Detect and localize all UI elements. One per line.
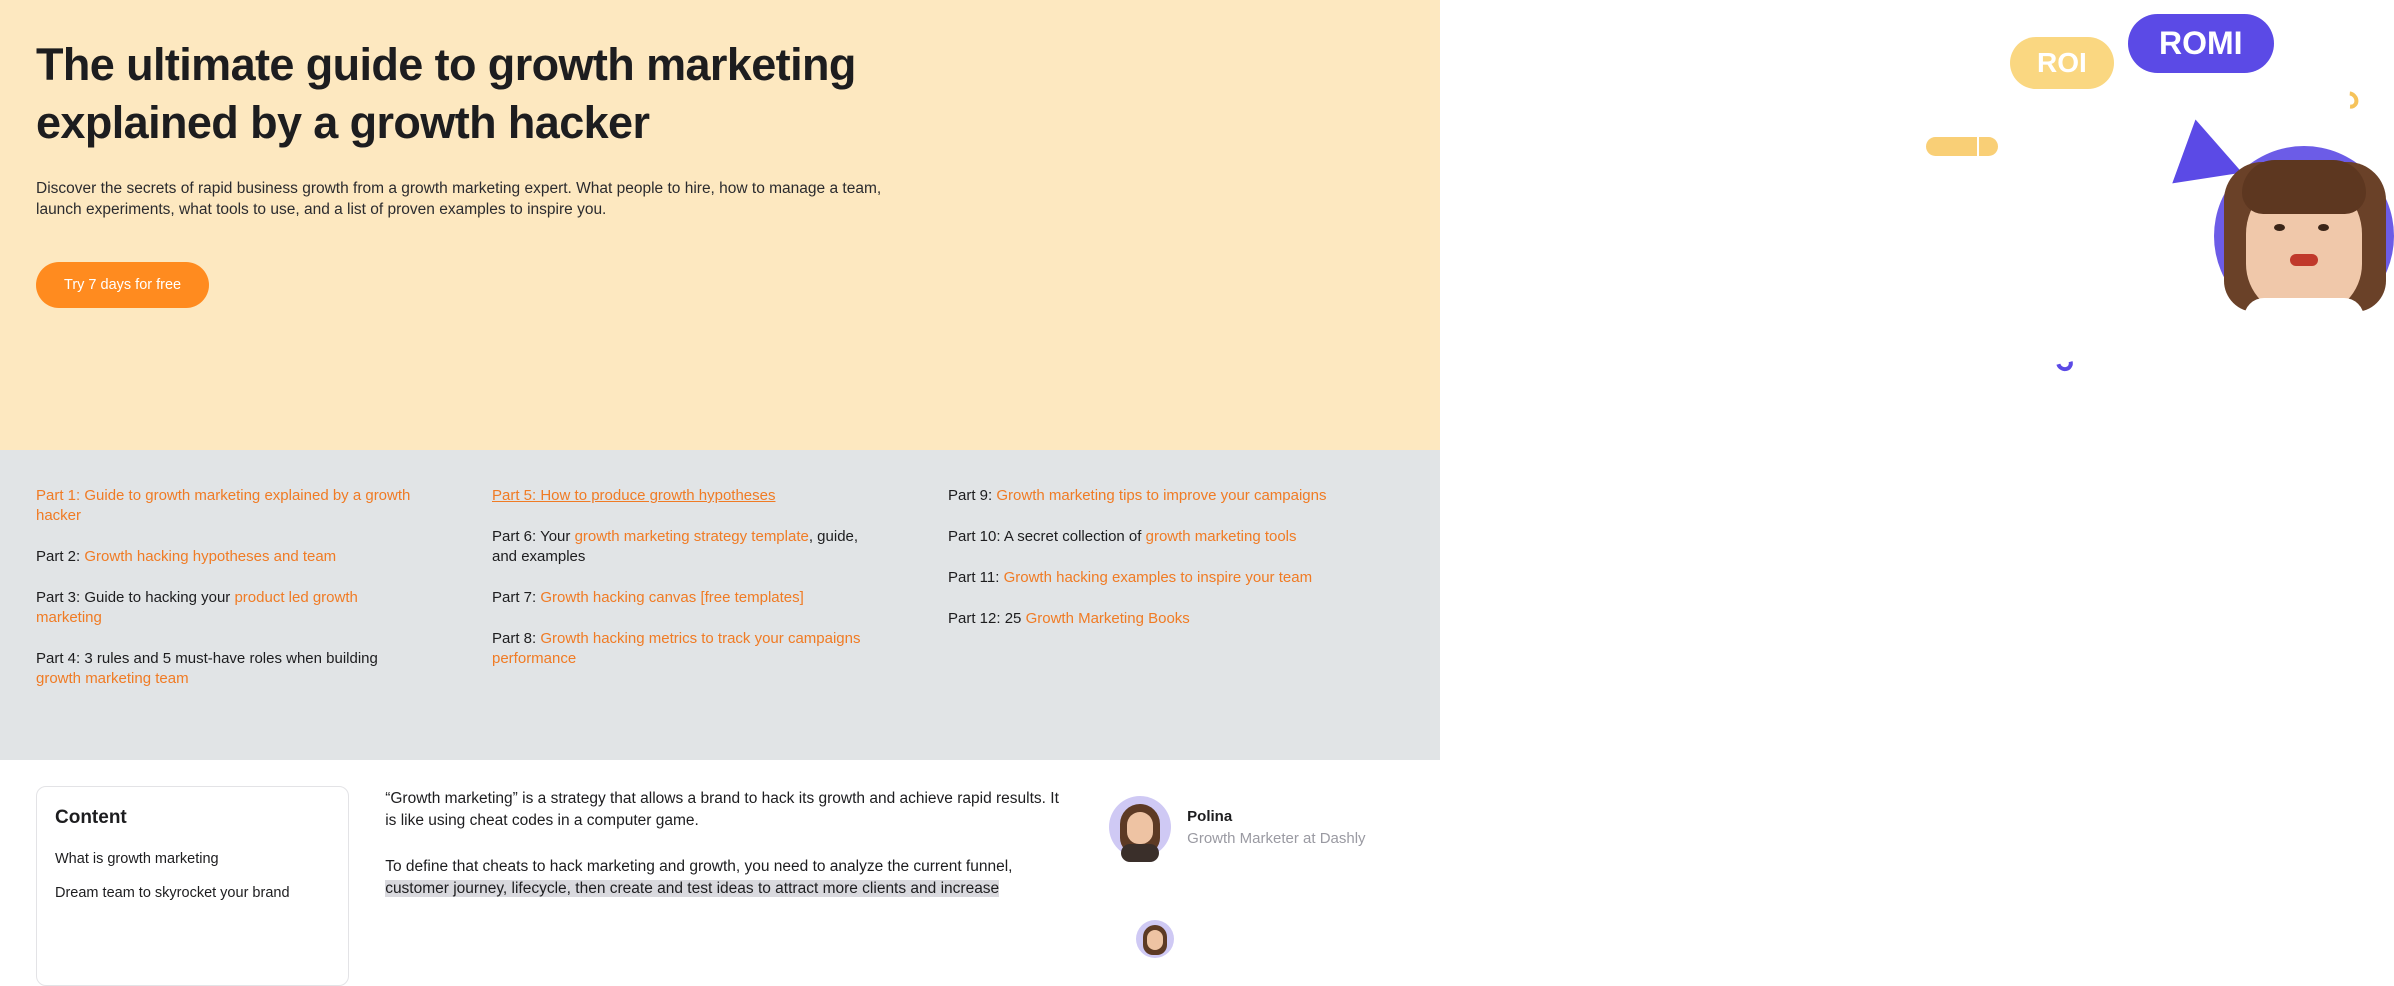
paragraph-2-lead: To define that cheats to hack marketing and growth, you need to analyze the current funnel, <box>385 858 1013 875</box>
toc-link[interactable]: Part 1: Guide to growth marketing explained by a growth hacker <box>36 487 411 524</box>
toc-item[interactable] <box>36 547 422 567</box>
toc-item[interactable] <box>36 486 422 526</box>
toc-link[interactable]: Growth hacking hypotheses and team <box>84 548 337 565</box>
decorative-dash-icon <box>1926 137 1998 156</box>
page-title: The ultimate guide to growth marketing explained by a growth hacker <box>36 39 856 148</box>
hero-section <box>0 0 2243 450</box>
roi-badge: ROI <box>2010 37 2114 89</box>
article-paragraph-2 <box>385 856 1073 900</box>
chart-bar <box>2086 172 2106 288</box>
toc-prefix: Part 2: <box>36 548 85 565</box>
toc-link[interactable]: growth marketing team <box>36 670 189 687</box>
toc-column-2 <box>492 486 948 760</box>
content-sidebar <box>36 786 349 986</box>
decorative-swoosh-yellow-icon <box>2338 88 2362 112</box>
chart-y-arrow-icon <box>1971 96 1985 107</box>
author-block <box>1109 786 1404 931</box>
content-heading: Content <box>55 807 127 828</box>
toc-item-current[interactable] <box>492 486 878 506</box>
toc-item[interactable] <box>948 609 1334 629</box>
decorative-swoosh-white-icon <box>1965 19 1987 41</box>
toc-item[interactable] <box>948 527 1334 547</box>
hero-subtitle: Discover the secrets of rapid business growth from a growth marketing expert. What people to hire, how to manage a team, launch experiments, what tools to use, and a list of proven examples to inspire you. <box>36 180 882 218</box>
toc-link[interactable]: growth marketing strategy template <box>574 528 809 545</box>
content-link-dream-team[interactable]: Dream team to skyrocket your brand <box>55 885 290 901</box>
toc-prefix: Part 10: A secret collection of <box>948 528 1146 545</box>
toc-link[interactable]: Growth Marketing Books <box>1025 610 1190 627</box>
toc-item[interactable] <box>492 629 878 669</box>
toc-prefix: Part 11: <box>948 569 1004 586</box>
toc-item[interactable] <box>948 568 1334 588</box>
article-paragraph-1: “Growth marketing” is a strategy that allows a brand to hack its growth and achieve rapid results. It is like using cheat codes in a computer game. <box>385 790 1059 829</box>
toc-item[interactable] <box>948 486 1334 506</box>
toc-item[interactable] <box>492 527 878 567</box>
author-avatar <box>1109 796 1171 858</box>
article-body <box>385 786 1073 931</box>
content-link-what-is-growth-marketing[interactable]: What is growth marketing <box>55 851 219 867</box>
toc-prefix: Part 7: <box>492 589 541 606</box>
toc-link[interactable]: Growth hacking canvas [free templates] <box>540 589 804 606</box>
toc-item[interactable] <box>36 649 422 689</box>
chart-bar <box>2127 110 2147 288</box>
toc-prefix: Part 4: 3 rules and 5 must-have roles when building <box>36 650 378 667</box>
toc-prefix: Part 12: 25 <box>948 610 1026 627</box>
toc-link[interactable]: Growth hacking examples to inspire your team <box>1003 569 1313 586</box>
toc-link-current[interactable]: Part 5: How to produce growth hypotheses <box>492 487 776 504</box>
toc-link[interactable]: product led growth marketing <box>36 589 358 626</box>
decorative-swoosh-purple-icon <box>2053 352 2076 374</box>
toc-item[interactable] <box>36 588 422 628</box>
toc-suffix: , guide, and examples <box>492 528 859 565</box>
hero-avatar <box>2214 146 2394 326</box>
chart-x-arrow-icon <box>2173 282 2184 296</box>
romi-badge: ROMI <box>2128 14 2274 73</box>
chart-y-axis <box>1977 100 1979 290</box>
toc-prefix: Part 9: <box>948 487 997 504</box>
toc-column-3 <box>948 486 1404 760</box>
chart-bar <box>2002 228 2022 288</box>
toc-column-1 <box>36 486 492 760</box>
toc-link[interactable]: Growth hacking metrics to track your campaigns performance <box>492 630 861 667</box>
toc-prefix: Part 3: Guide to hacking your <box>36 589 235 606</box>
table-of-contents <box>0 450 1440 760</box>
author-name: Polina <box>1187 807 1233 825</box>
author-role: Growth Marketer at Dashly <box>1187 829 1366 847</box>
toc-link[interactable]: Growth marketing tips to improve your campaigns <box>996 487 1327 504</box>
chart-x-axis <box>1975 288 2180 290</box>
hero-text-block <box>0 0 960 308</box>
hero-illustration <box>960 0 2243 450</box>
chart-bar <box>2045 204 2065 288</box>
author-row <box>1109 796 1404 858</box>
article-section <box>0 760 1440 931</box>
toc-prefix: Part 6: Your <box>492 528 575 545</box>
toc-prefix: Part 8: <box>492 630 541 647</box>
paragraph-2-selected-text: customer journey, lifecycle, then create and test ideas to attract more clients and increase <box>385 880 1000 897</box>
toc-link[interactable]: growth marketing tools <box>1145 528 1297 545</box>
toc-item[interactable] <box>492 588 878 608</box>
author-avatar-secondary <box>1136 920 1174 958</box>
try-free-button[interactable]: Try 7 days for free <box>36 262 209 308</box>
